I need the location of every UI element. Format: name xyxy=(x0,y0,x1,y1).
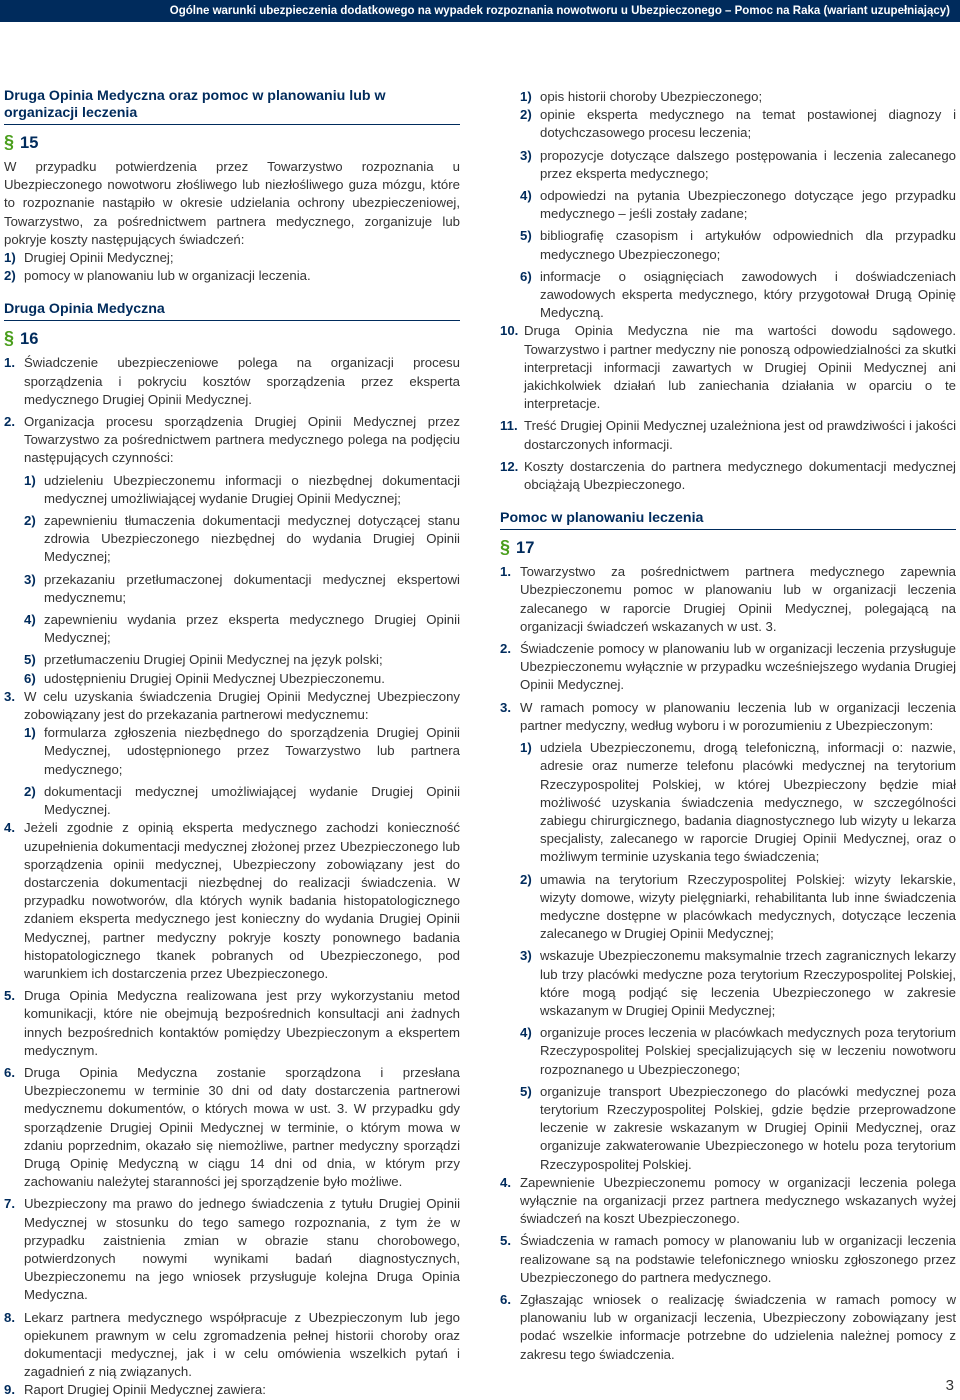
clause-text: Treść Drugiej Opinii Medycznej uzależniona jest od prawdziwości i jakości dostarczonych informacji. xyxy=(524,418,956,452)
item-number: 1) xyxy=(520,89,532,104)
clause-text: Raport Drugiej Opinii Medycznej zawiera: xyxy=(24,1382,266,1398)
section-sign-icon: § xyxy=(4,328,15,349)
item-text: przekazaniu przetłumaczonej dokumentacji medycznej ekspertowi medycznemu; xyxy=(44,571,460,605)
section-sign-icon: § xyxy=(4,132,15,152)
paragraph-17-number: 17 xyxy=(516,539,535,558)
clause xyxy=(500,458,956,494)
clause-number: 5. xyxy=(4,988,15,1004)
list-item xyxy=(4,267,460,285)
clause-text: W ramach pomocy w planowaniu leczenia lub w organizacji leczenia partner medyczny, według wyboru i w porozumieniu z Ubezpieczonym: xyxy=(520,699,956,733)
item-number: 1) xyxy=(4,250,16,266)
item-text: przetłumaczeniu Drugiej Opinii Medycznej na język polski; xyxy=(44,652,383,668)
item-text: informacje o osiągnięciach zawodowych i doświadczeniach zawodowych eksperta medycznego, który przygotował Drugą Opinię Medyczną. xyxy=(540,268,956,321)
paragraph-15-intro: W przypadku potwierdzenia przez Towarzystwo rozpoznania u Ubezpieczonego nowotworu złośliwego lub niezłośliwego guza mózgu, które to rozpoznanie nastąpiło w okresie udzielania ochrony ubezpieczeniowej, Towarzystwo, za pośrednictwem partnera medycznego, zorganizuje lub pokryje koszty następujących świadczeń: xyxy=(4,159,460,247)
item-text: zapewnieniu wydania przez eksperta medycznego Drugiej Opinii Medycznej; xyxy=(44,612,460,646)
item-number: 3) xyxy=(520,948,532,964)
paragraph-17-header xyxy=(500,536,956,559)
clause xyxy=(4,1381,460,1399)
list-item xyxy=(500,268,956,323)
list-item xyxy=(4,724,460,779)
item-text: udostępnieniu Drugiej Opinii Medycznej Ubezpieczonemu. xyxy=(44,670,385,686)
item-number: 4) xyxy=(520,1025,532,1041)
item-text: zapewnieniu tłumaczenia dokumentacji medycznej dotyczącej stanu zdrowia Ubezpieczonego niezbędnej do wydania Drugiej Opinii Medycznej; xyxy=(44,513,460,565)
item-text: opis historii choroby Ubezpieczonego; xyxy=(540,89,763,104)
clause-number: 7. xyxy=(4,1196,15,1212)
clause xyxy=(500,322,956,413)
clause-text: Druga Opinia Medyczna realizowana jest przy wykorzystaniu metod komunikacji, które nie obejmują bezpośrednich konsultacji ani żadnych innych bezpośrednich kontaktów pomiędzy Ubezpieczonym a ekspertem medycznym. xyxy=(24,988,460,1058)
item-text: propozycje dotyczące dalszego postępowania i leczenia zalecanego przez eksperta medycznego; xyxy=(540,147,956,181)
item-number: 4) xyxy=(24,612,36,628)
item-text: udziela Ubezpieczonemu, drogą telefoniczną, informacji o: nazwie, adresie oraz numerze telefonu placówki medycznej na terytorium Rzeczypospolitej Polskiej, w której Ubezpieczony będzie miał możliwość uzyskania świadczenia medycznego, w szczególności zabiegu chirurgicznego, badania diagnostycznego lub wizyty u lekarza specjalisty, zalecanego w raporcie Drugiej Opinii Medycznej, oraz o możliwym terminie uzyskania tego świadczenia; xyxy=(540,740,956,865)
item-text: pomocy w planowaniu lub w organizacji leczenia. xyxy=(24,268,311,284)
clause xyxy=(500,563,956,636)
clause-number: 12. xyxy=(500,458,519,474)
list-item xyxy=(4,611,460,647)
paragraph-15-number: 15 xyxy=(20,134,39,152)
list-item xyxy=(500,871,956,944)
clause-number: 4. xyxy=(4,820,15,836)
clause-text: Organizacja procesu sporządzenia Drugiej Opinii Medycznej przez Towarzystwo za pośrednictwem partnera medycznego polega na podjęciu następujących czynności: xyxy=(24,414,460,466)
subheading-treatment-planning: Pomoc w planowaniu leczenia xyxy=(500,510,956,530)
clause xyxy=(4,1064,460,1191)
item-number: 3) xyxy=(520,147,532,163)
right-column xyxy=(500,88,956,1364)
clause-number: 6. xyxy=(500,1291,511,1307)
subheading-second-opinion: Druga Opinia Medyczna xyxy=(4,301,460,321)
clause xyxy=(4,819,460,983)
clause-number: 6. xyxy=(4,1064,15,1080)
section-sign-icon: § xyxy=(500,537,511,558)
clause-text: Zapewnienie Ubezpieczonemu pomocy w organizacji leczenia polega wyłącznie na organizacji przez partnera medycznego wskazanych wyżej świadczeń na koszt Ubezpieczonego. xyxy=(520,1174,956,1227)
list-item xyxy=(4,651,460,669)
clause xyxy=(4,413,460,468)
section-heading-second-opinion: Druga Opinia Medyczna oraz pomoc w planowaniu lub w organizacji leczenia xyxy=(4,88,460,125)
clause-text: Koszty dostarczenia do partnera medycznego dokumentacji medycznej obciążają Ubezpieczonego. xyxy=(524,458,956,493)
clause xyxy=(500,417,956,453)
clause xyxy=(500,1174,956,1229)
clause-number: 9. xyxy=(4,1382,15,1398)
left-column xyxy=(4,88,460,1400)
clause-number: 4. xyxy=(500,1174,511,1190)
item-number: 5) xyxy=(520,1083,532,1099)
clause-number: 2. xyxy=(4,414,15,430)
item-text: bibliografię czasopism i artykułów odpowiednich dla przypadku medycznego Ubezpieczonego; xyxy=(540,228,956,262)
clause xyxy=(4,987,460,1060)
list-item xyxy=(500,227,956,263)
page-header: Ogólne warunki ubezpieczenia dodatkowego na wypadek rozpoznania nowotworu u Ubezpieczonego – Pomoc na Raka (wariant uzupełniający) xyxy=(0,0,960,22)
item-number: 1) xyxy=(520,740,532,756)
paragraph-16-number: 16 xyxy=(20,330,39,349)
item-number: 1) xyxy=(24,725,36,741)
clause-number: 11. xyxy=(500,418,518,434)
item-text: Drugiej Opinii Medycznej; xyxy=(24,250,174,266)
list-item xyxy=(500,106,956,142)
paragraph-15-header xyxy=(4,131,460,154)
list-item xyxy=(4,571,460,607)
list-item xyxy=(4,783,460,819)
list-item xyxy=(4,670,460,688)
clause xyxy=(500,1232,956,1287)
item-number: 4) xyxy=(520,188,532,204)
item-text: wskazuje Ubezpieczonemu maksymalnie trzech zagranicznych lekarzy lub trzy placówki medyczne poza terytorium Rzeczypospolitej Polskiej, które mogą podjąć się leczenia Ubezpieczonego w zakresie wskazanym w Drugiej Opinii Medycznej; xyxy=(540,948,956,1018)
clause-text: Jeżeli zgodnie z opinią eksperta medycznego zachodzi konieczność uzupełnienia dokumentacji medycznej złożonej przez Ubezpieczonego lub sporządzenia opinii medycznej, Ubezpieczony zobowiązany jest do dostarczenia dokumentacji niezbędnej do realizacji świadczenia. W przypadku nowotworów, dla których wynik badania histopatologicznego zdaniem eksperta medycznego jest konieczny do wydania Drugiej Opinii Medycznej, partner medyczny pokryje koszty ponownego badania histopatologicznego tkanek pobranych od Ubezpieczonego, pod warunkiem ich dostarczenia przez Ubezpieczonego. xyxy=(24,820,460,981)
clause-text: Świadczenie ubezpieczeniowe polega na organizacji procesu sporządzenia i pokryciu kosztów sporządzenia przez eksperta medycznego Drugiej Opinii Medycznej. xyxy=(24,355,460,407)
clause xyxy=(4,688,460,724)
item-text: organizuje transport Ubezpieczonego do placówki medycznej poza terytorium Rzeczypospolitej Polskiej, gdzie będzie przeprowadzone leczenie w zakresie wskazanym w Drugiej Opinii Medycznej, oraz organizuje zakwaterowanie Ubezpieczonego w hotelu poza terytorium Rzeczypospolitej Polskiej. xyxy=(540,1083,956,1172)
item-text: udzieleniu Ubezpieczonemu informacji o niezbędnej dokumentacji medycznej umożliwiającej wydanie Drugiej Opinii Medycznej; xyxy=(44,472,460,506)
item-text: umawia na terytorium Rzeczypospolitej Polskiej: wizyty lekarskie, wizyty domowe, wizyty pielęgniarki, rehabilitanta lub inne świadczenia medyczne dostępne w placówkach medycznych, dotyczące leczenia zalecanego w Drugiej Opinii Medycznej; xyxy=(540,871,956,942)
clause-text: Zgłaszając wniosek o realizację świadczenia w ramach pomocy w planowaniu lub w organizacji leczenia, Ubezpieczony zobowiązany jest podać wszelkie informacje potrzebne do udzielenia należnej pomocy z zakresu tego świadczenia. xyxy=(520,1291,956,1362)
clause-text: Świadczenia w ramach pomocy w planowaniu lub w organizacji leczenia realizowane są na podstawie telefonicznego wniosku zgłoszonego przez Ubezpieczonego do partnera medycznego. xyxy=(520,1233,956,1285)
clause-number: 8. xyxy=(4,1309,15,1325)
clause xyxy=(4,354,460,409)
item-number: 2) xyxy=(520,107,532,123)
item-number: 5) xyxy=(24,652,36,668)
clause-number: 5. xyxy=(500,1233,511,1249)
item-number: 3) xyxy=(24,571,36,587)
item-number: 2) xyxy=(24,513,36,529)
list-item xyxy=(4,249,460,267)
item-text: organizuje proces leczenia w placówkach medycznych poza terytorium Rzeczypospolitej Polskiej specjalizujących się w leczeniu nowotworu rozpoznanego u Ubezpieczonego; xyxy=(540,1025,956,1077)
item-number: 6) xyxy=(24,670,36,686)
item-number: 1) xyxy=(24,472,36,488)
paragraph-16-header xyxy=(4,327,460,350)
clause-number: 3. xyxy=(500,699,511,715)
list-item xyxy=(500,187,956,223)
item-text: odpowiedzi na pytania Ubezpieczonego dotyczące jego przypadku medycznego – jeśli zostały zadane; xyxy=(540,188,956,222)
clause xyxy=(500,699,956,735)
clause-number: 1. xyxy=(4,355,15,371)
clause-text: Druga Opinia Medyczna zostanie sporządzona i przesłana Ubezpieczonemu w terminie 30 dni od daty dostarczenia partnerowi medycznemu dokumentów, o których mowa w ust. 3. W przypadku gdy sporządzenie Drugiej Opinii Medycznej w terminie, o którym mowa w zdaniu poprzednim, okazało się niemożliwe, partner medyczny sporządzi Drugą Opinię Medyczną w ciągu 14 dni od dnia, w którym przy zachowaniu należytej staranności jej sporządzenie było możliwe. xyxy=(24,1064,460,1190)
clause xyxy=(500,640,956,695)
item-text: formularza zgłoszenia niezbędnego do sporządzenia Drugiej Opinii Medycznej, udostępnionego przez Towarzystwo lub partnera medycznego; xyxy=(44,725,460,777)
clause-text: Lekarz partnera medycznego współpracuje z Ubezpieczonym lub jego opiekunem prawnym w celu zgromadzenia pełnej historii choroby oraz dokumentacji medycznej, jak i w celu omówienia wszelkich pytań i zagadnień z nią związanych. xyxy=(24,1309,460,1380)
clause-number: 1. xyxy=(500,564,511,580)
list-item xyxy=(4,472,460,508)
clause-text: W celu uzyskania świadczenia Drugiej Opinii Medycznej Ubezpieczony zobowiązany jest do przekazania partnerowi medycznemu: xyxy=(24,688,460,723)
clause-text: Towarzystwo za pośrednictwem partnera medycznego zapewnia Ubezpieczonemu pomoc w planowaniu lub w organizacji leczenia zalecanego w raporcie Drugiej Opinii Medycznej, polegającą na organizacji świadczeń wskazanych w ust. 3. xyxy=(520,564,956,634)
list-item xyxy=(500,1024,956,1079)
list-item xyxy=(500,947,956,1020)
clause xyxy=(4,1195,460,1304)
list-item xyxy=(500,147,956,183)
clause xyxy=(500,1291,956,1364)
item-number: 6) xyxy=(520,268,532,284)
clause xyxy=(4,1309,460,1382)
item-number: 5) xyxy=(520,228,532,244)
clause-text: Ubezpieczony ma prawo do jednego świadczenia z tytułu Drugiej Opinii Medycznej w stosunku do tego samego rozpoznania, z tym że w przypadku zaistnienia zmian w obrazie stanu chorobowego, potwierdzonych nowymi wynikami badań diagnostycznych, Ubezpieczonemu na jego wniosek przysługuje kolejna Druga Opinia Medyczna. xyxy=(24,1196,460,1303)
item-text: dokumentacji medycznej umożliwiającej wydanie Drugiej Opinii Medycznej. xyxy=(44,783,460,818)
page-number: 3 xyxy=(945,1377,954,1394)
item-text: opinie eksperta medycznego na temat postawionej diagnozy i dotychczasowego procesu leczenia; xyxy=(540,107,956,141)
clause-number: 10. xyxy=(500,323,519,339)
list-item xyxy=(500,88,956,106)
item-number: 2) xyxy=(520,871,532,887)
item-number: 2) xyxy=(24,783,36,799)
clause-number: 3. xyxy=(4,688,15,704)
clause-text: Świadczenie pomocy w planowaniu lub w organizacji leczenia przysługuje Ubezpieczonemu wyłącznie w przypadku wcześniejszego wydania Drugiej Opinii Medycznej. xyxy=(520,641,956,693)
list-item xyxy=(4,512,460,567)
list-item xyxy=(500,739,956,866)
item-number: 2) xyxy=(4,268,16,284)
clause-number: 2. xyxy=(500,641,511,657)
list-item xyxy=(500,1083,956,1174)
clause-text: Druga Opinia Medyczna nie ma wartości dowodu sądowego. Towarzystwo i partner medyczny nie ponoszą odpowiedzialności za skutki interpretacji informacji zawartych w Drugiej Opinii Medycznej ani jakichkolwiek działań lub zaniechania działania w oparciu o te interpretacje. xyxy=(524,323,956,412)
